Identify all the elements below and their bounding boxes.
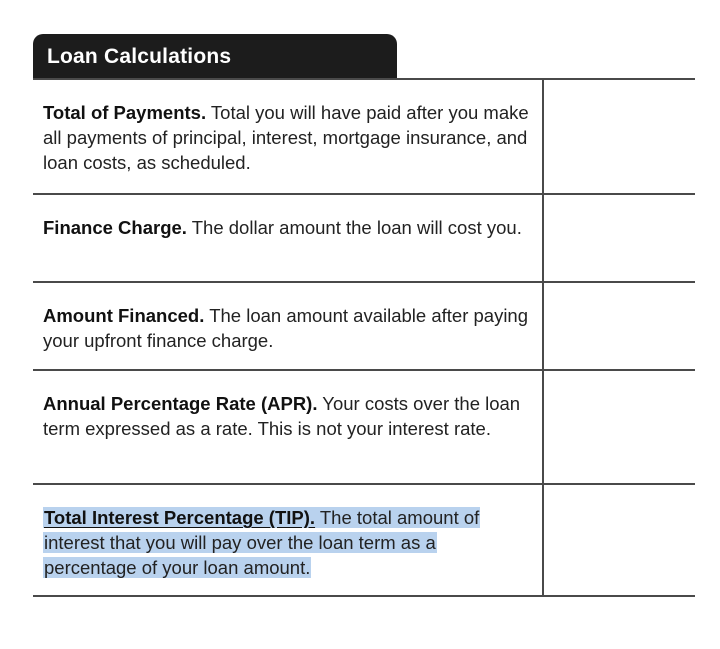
row-description: The loan amount available after paying your upfront finance charge. [43, 305, 529, 351]
row-description: Total you will have paid after you make all payments of principal, interest, mortgage insurance, and loan costs, as scheduled. [43, 102, 529, 173]
row-value-cell [542, 80, 695, 193]
row-description-cell [33, 371, 542, 483]
table-row-amount-financed [33, 281, 695, 369]
row-description-cell [33, 80, 542, 193]
row-description-cell [33, 195, 542, 281]
row-term: Finance Charge. [43, 217, 187, 238]
row-term: Total Interest Percentage (TIP). [44, 507, 316, 528]
table-row-finance-charge [33, 193, 695, 281]
row-description-cell [33, 283, 542, 369]
row-term: Amount Financed. [43, 305, 205, 326]
row-description: The total amount of interest that you will pay over the loan term as a percentage of your loan amount. [44, 507, 480, 578]
row-term: Annual Percentage Rate (APR). [43, 393, 318, 414]
row-description-cell [33, 485, 542, 595]
row-term: Total of Payments. [43, 102, 207, 123]
table-row-apr [33, 369, 695, 483]
row-value-cell [542, 195, 695, 281]
table-row-tip [33, 483, 695, 597]
row-value-cell [542, 485, 695, 595]
table-row-total-of-payments [33, 78, 695, 193]
section-title: Loan Calculations [33, 34, 397, 79]
row-description: Your costs over the loan term expressed as a rate. This is not your interest rate. [43, 393, 521, 439]
loan-calculations-table [33, 78, 695, 597]
row-description: The dollar amount the loan will cost you. [191, 217, 522, 238]
text-highlight[interactable] [43, 507, 480, 578]
row-value-cell [542, 371, 695, 483]
row-value-cell [542, 283, 695, 369]
